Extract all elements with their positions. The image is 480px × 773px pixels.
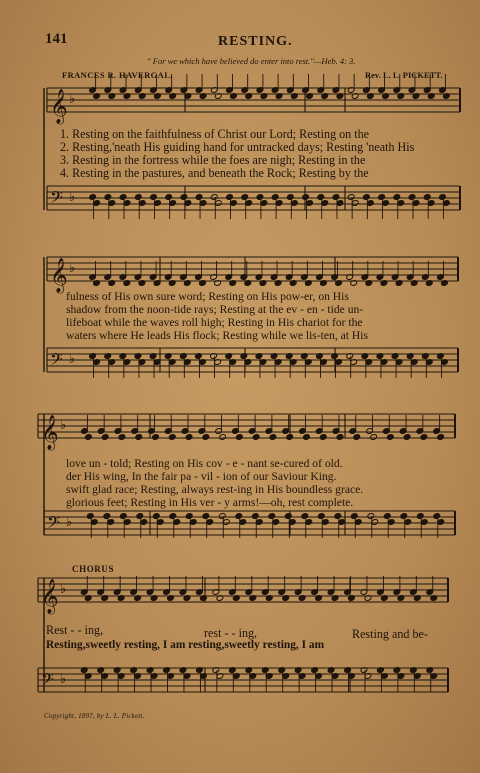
- verse-line: 1. Resting on the faithfulness of Christ our Lord; Resting on the: [60, 127, 370, 141]
- verse-line: 3. Resting in the fortress while the foes are nigh; Resting in the: [60, 153, 366, 167]
- verse-line: lifeboat while the waves roll high; Resting in His chariot for the: [66, 316, 363, 329]
- note-head: [119, 194, 127, 201]
- verse-line: 2. Resting,'neath His guiding hand for untracked days; Resting 'neath His: [60, 140, 415, 154]
- verse-line: swift glad race; Resting, always rest-ing in His boundless grace.: [66, 483, 364, 496]
- treble-clef-icon: 𝄞: [41, 579, 59, 614]
- hymn-title: RESTING.: [218, 34, 293, 49]
- note-head: [393, 194, 401, 201]
- note-head: [219, 434, 227, 441]
- note-head: [301, 513, 309, 520]
- note-head: [195, 194, 203, 201]
- note-head: [317, 194, 325, 201]
- note-head: [286, 194, 294, 201]
- bass-clef-icon: 𝄢: [50, 349, 63, 373]
- lyricist-credit: FRANCES R. HAVERGAL.: [62, 70, 173, 80]
- note-head: [202, 434, 210, 441]
- flat-icon: ♭: [69, 352, 76, 367]
- note-head: [336, 434, 344, 441]
- note-head: [363, 194, 371, 201]
- note-head: [350, 513, 358, 520]
- flat-icon: ♭: [60, 672, 67, 687]
- note-head: [136, 513, 144, 520]
- note-head: [439, 194, 447, 201]
- note-head: [134, 194, 142, 201]
- note-head: [89, 194, 97, 201]
- note-head: [403, 434, 411, 441]
- flat-icon: ♭: [69, 92, 76, 107]
- note-head: [332, 194, 340, 201]
- flat-icon: ♭: [69, 261, 76, 276]
- note-head: [269, 434, 277, 441]
- system-1-lyrics: [60, 128, 414, 180]
- note-head: [319, 434, 327, 441]
- note-head: [241, 194, 249, 201]
- verse-line: love un - told; Resting on His cov - e - nant se-cured of old.: [66, 457, 343, 470]
- chorus-label: CHORUS: [72, 564, 115, 574]
- verse-line: shadow from the noon-tide rays; Resting at the ev - en - tide un-: [66, 303, 364, 316]
- note-head: [202, 513, 210, 520]
- note-head: [408, 194, 416, 201]
- note-head: [303, 434, 311, 441]
- note-head: [218, 513, 226, 520]
- note-head: [101, 434, 109, 441]
- verse-line: glorious feet; Resting in His ver - y arms!—oh, rest complete.: [66, 496, 354, 509]
- note-head: [150, 194, 158, 201]
- verse-line: fulness of His own sure word; Resting on His pow-er, on His: [66, 290, 349, 303]
- note-head: [104, 194, 112, 201]
- note-head: [251, 513, 259, 520]
- note-head: [367, 513, 375, 520]
- note-head: [235, 513, 243, 520]
- scripture-epigraph: " For we which have believed do enter into rest."—Heb. 4: 3.: [147, 56, 356, 66]
- note-head: [86, 513, 94, 520]
- note-head: [236, 434, 244, 441]
- note-head: [416, 513, 424, 520]
- flat-icon: ♭: [60, 418, 67, 433]
- note-head: [400, 513, 408, 520]
- verse-line: 4. Resting in the pastures, and beneath the Rock; Resting by the: [60, 166, 369, 180]
- chorus-lyric-line2: Resting,sweetly resting, I am resting,sweetly resting, I am: [46, 639, 325, 651]
- note-head: [437, 434, 445, 441]
- system-3-lyrics: [66, 457, 363, 509]
- verse-line: der His wing, In the fair pa - vil - ion of our Saviour King.: [66, 470, 337, 483]
- note-head: [284, 513, 292, 520]
- page-number: 141: [45, 31, 68, 47]
- bass-clef-icon: 𝄢: [41, 669, 54, 693]
- note-head: [168, 434, 176, 441]
- flat-icon: ♭: [60, 582, 67, 597]
- note-head: [423, 194, 431, 201]
- note-head: [378, 194, 386, 201]
- note-head: [85, 434, 93, 441]
- note-head: [302, 194, 310, 201]
- note-head: [185, 434, 193, 441]
- bass-clef-icon: 𝄢: [50, 187, 63, 211]
- note-head: [226, 194, 234, 201]
- note-head: [152, 434, 160, 441]
- flat-icon: ♭: [69, 190, 76, 205]
- chorus-lyric-a: Rest - - ing,: [46, 623, 104, 637]
- note-head: [370, 434, 378, 441]
- note-head: [135, 434, 143, 441]
- flat-icon: ♭: [66, 515, 73, 530]
- note-head: [165, 194, 173, 201]
- note-head: [286, 434, 294, 441]
- chorus-lyric-c: Resting and be-: [352, 627, 428, 641]
- note-head: [347, 194, 355, 201]
- note-head: [353, 434, 361, 441]
- system-2-lyrics: [66, 290, 368, 342]
- note-head: [252, 434, 260, 441]
- note-head: [334, 513, 342, 520]
- note-head: [180, 194, 188, 201]
- note-head: [185, 513, 193, 520]
- note-head: [317, 513, 325, 520]
- composer-credit: Rev. L. L. PICKETT.: [365, 70, 443, 80]
- verse-line: waters where He leads His flock; Resting while we lis-ten, at His: [66, 329, 369, 342]
- note-head: [433, 513, 441, 520]
- note-head: [210, 194, 218, 201]
- chorus-lyric-b: rest - - ing,: [204, 626, 258, 640]
- treble-clef-icon: 𝄞: [41, 415, 59, 450]
- note-head: [256, 194, 264, 201]
- note-head: [386, 434, 394, 441]
- note-head: [383, 513, 391, 520]
- note-head: [119, 513, 127, 520]
- note-head: [118, 434, 126, 441]
- copyright-notice: Copyright, 1897, by L. L. Pickett.: [44, 712, 145, 720]
- bass-clef-icon: 𝄢: [47, 512, 60, 536]
- note-head: [152, 513, 160, 520]
- note-head: [268, 513, 276, 520]
- treble-clef-icon: 𝄞: [50, 258, 68, 293]
- note-head: [420, 434, 428, 441]
- note-head: [169, 513, 177, 520]
- note-head: [103, 513, 111, 520]
- treble-clef-icon: 𝄞: [50, 89, 68, 124]
- note-head: [271, 194, 279, 201]
